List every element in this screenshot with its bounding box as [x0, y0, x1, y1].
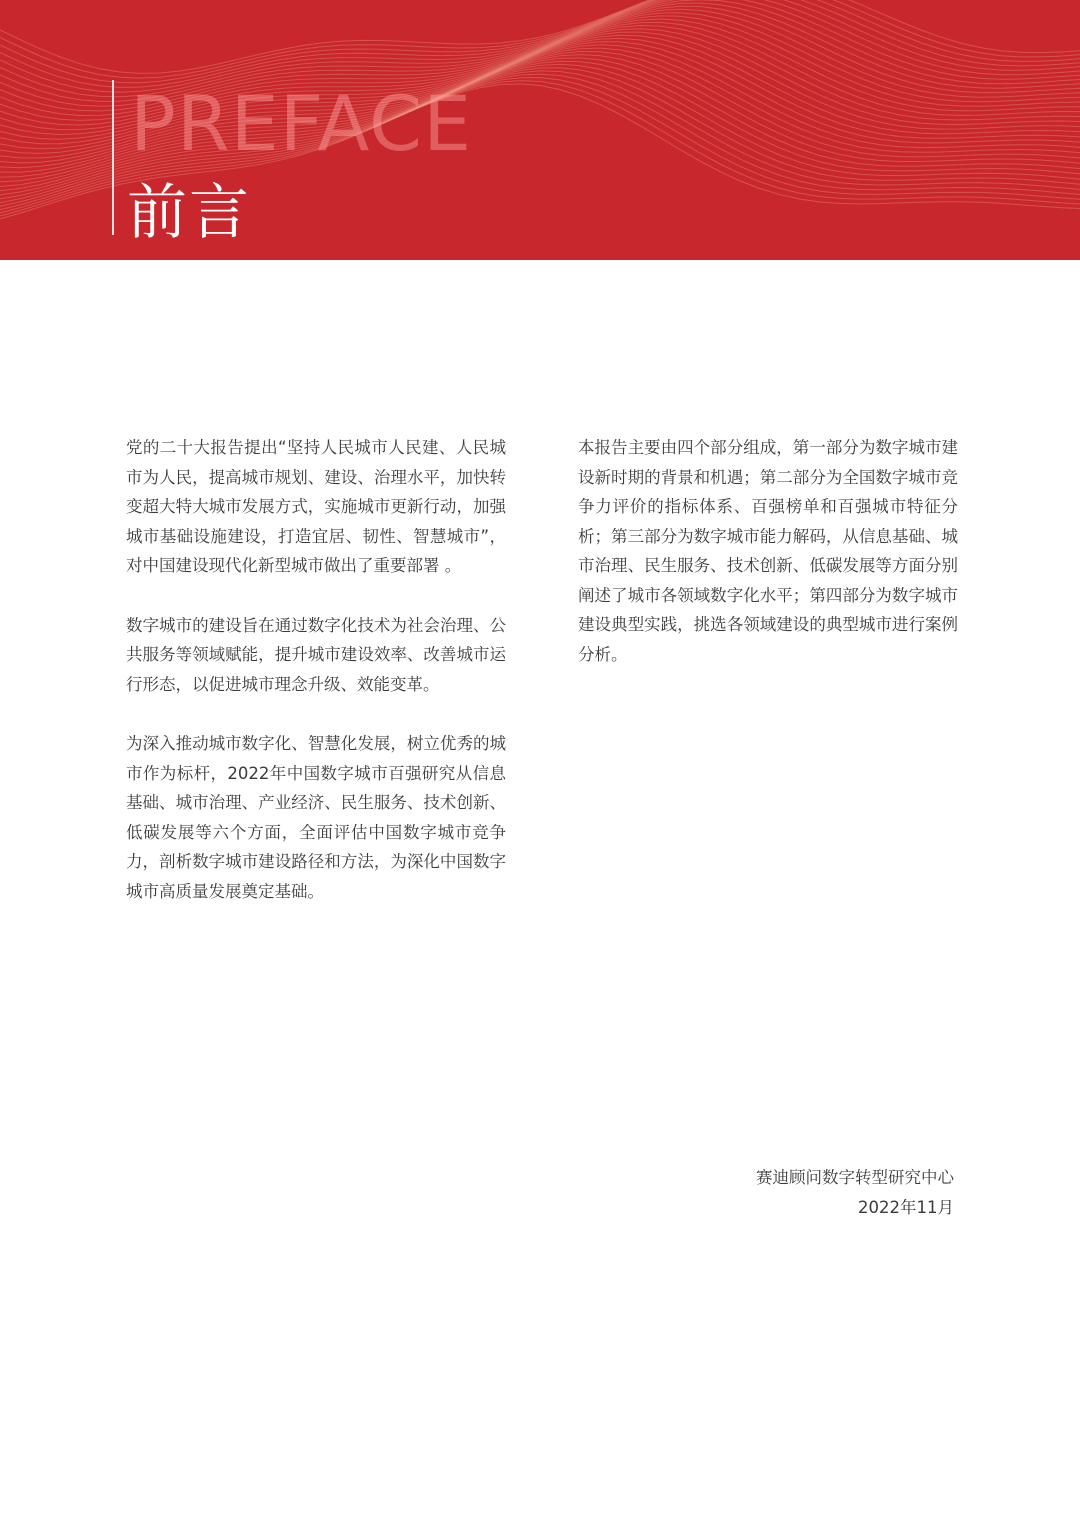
signature-org: 赛迪顾问数字转型研究中心: [756, 1168, 954, 1187]
header-banner: [0, 0, 1080, 260]
page-title: 前言: [127, 178, 251, 248]
left-column: [126, 433, 506, 936]
paragraph-1: 党的二十大报告提出“坚持人民城市人民建、人民城市为人民，提高城市规划、建设、治理水平，加快转变超大特大城市发展方式，实施城市更新行动，加强城市基础设施建设，打造宜居、韧性、智慧城市”，对中国建设现代化新型城市做出了重要部署 。: [126, 438, 506, 575]
right-column: [578, 433, 958, 699]
wave-line: [0, 0, 1080, 83]
paragraph-4: 本报告主要由四个部分组成，第一部分为数字城市建设新时期的背景和机遇；第二部分为全国数字城市竞争力评价的指标体系、百强榜单和百强城市特征分析；第三部分为数字城市能力解码，从信息基础、城市治理、民生服务、技术创新、低碳发展等方面分别阐述了城市各领域数字化水平；第四部分为数字城市建设典型实践，挑选各领域建设的典型城市进行案例分析。: [578, 438, 958, 664]
preface-watermark: PREFACE: [130, 79, 473, 168]
signature-block: [756, 1163, 954, 1222]
title-divider-line: [112, 80, 114, 235]
paragraph-2: 数字城市的建设旨在通过数字化技术为社会治理、公共服务等领域赋能，提升城市建设效率、改善城市运行形态，以促进城市理念升级、效能变革。: [126, 615, 506, 694]
signature-date: 2022年11月: [858, 1197, 954, 1217]
wave-line: [0, 0, 1080, 73]
paragraph-3: 为深入推动城市数字化、智慧化发展，树立优秀的城市作为标杆，2022年中国数字城市百强研究从信息基础、城市治理、产业经济、民生服务、技术创新、低碳发展等六个方面，全面评估中国数字城市竞争力，剖析数字城市建设路径和方法，为深化中国数字城市高质量发展奠定基础。: [126, 734, 506, 901]
